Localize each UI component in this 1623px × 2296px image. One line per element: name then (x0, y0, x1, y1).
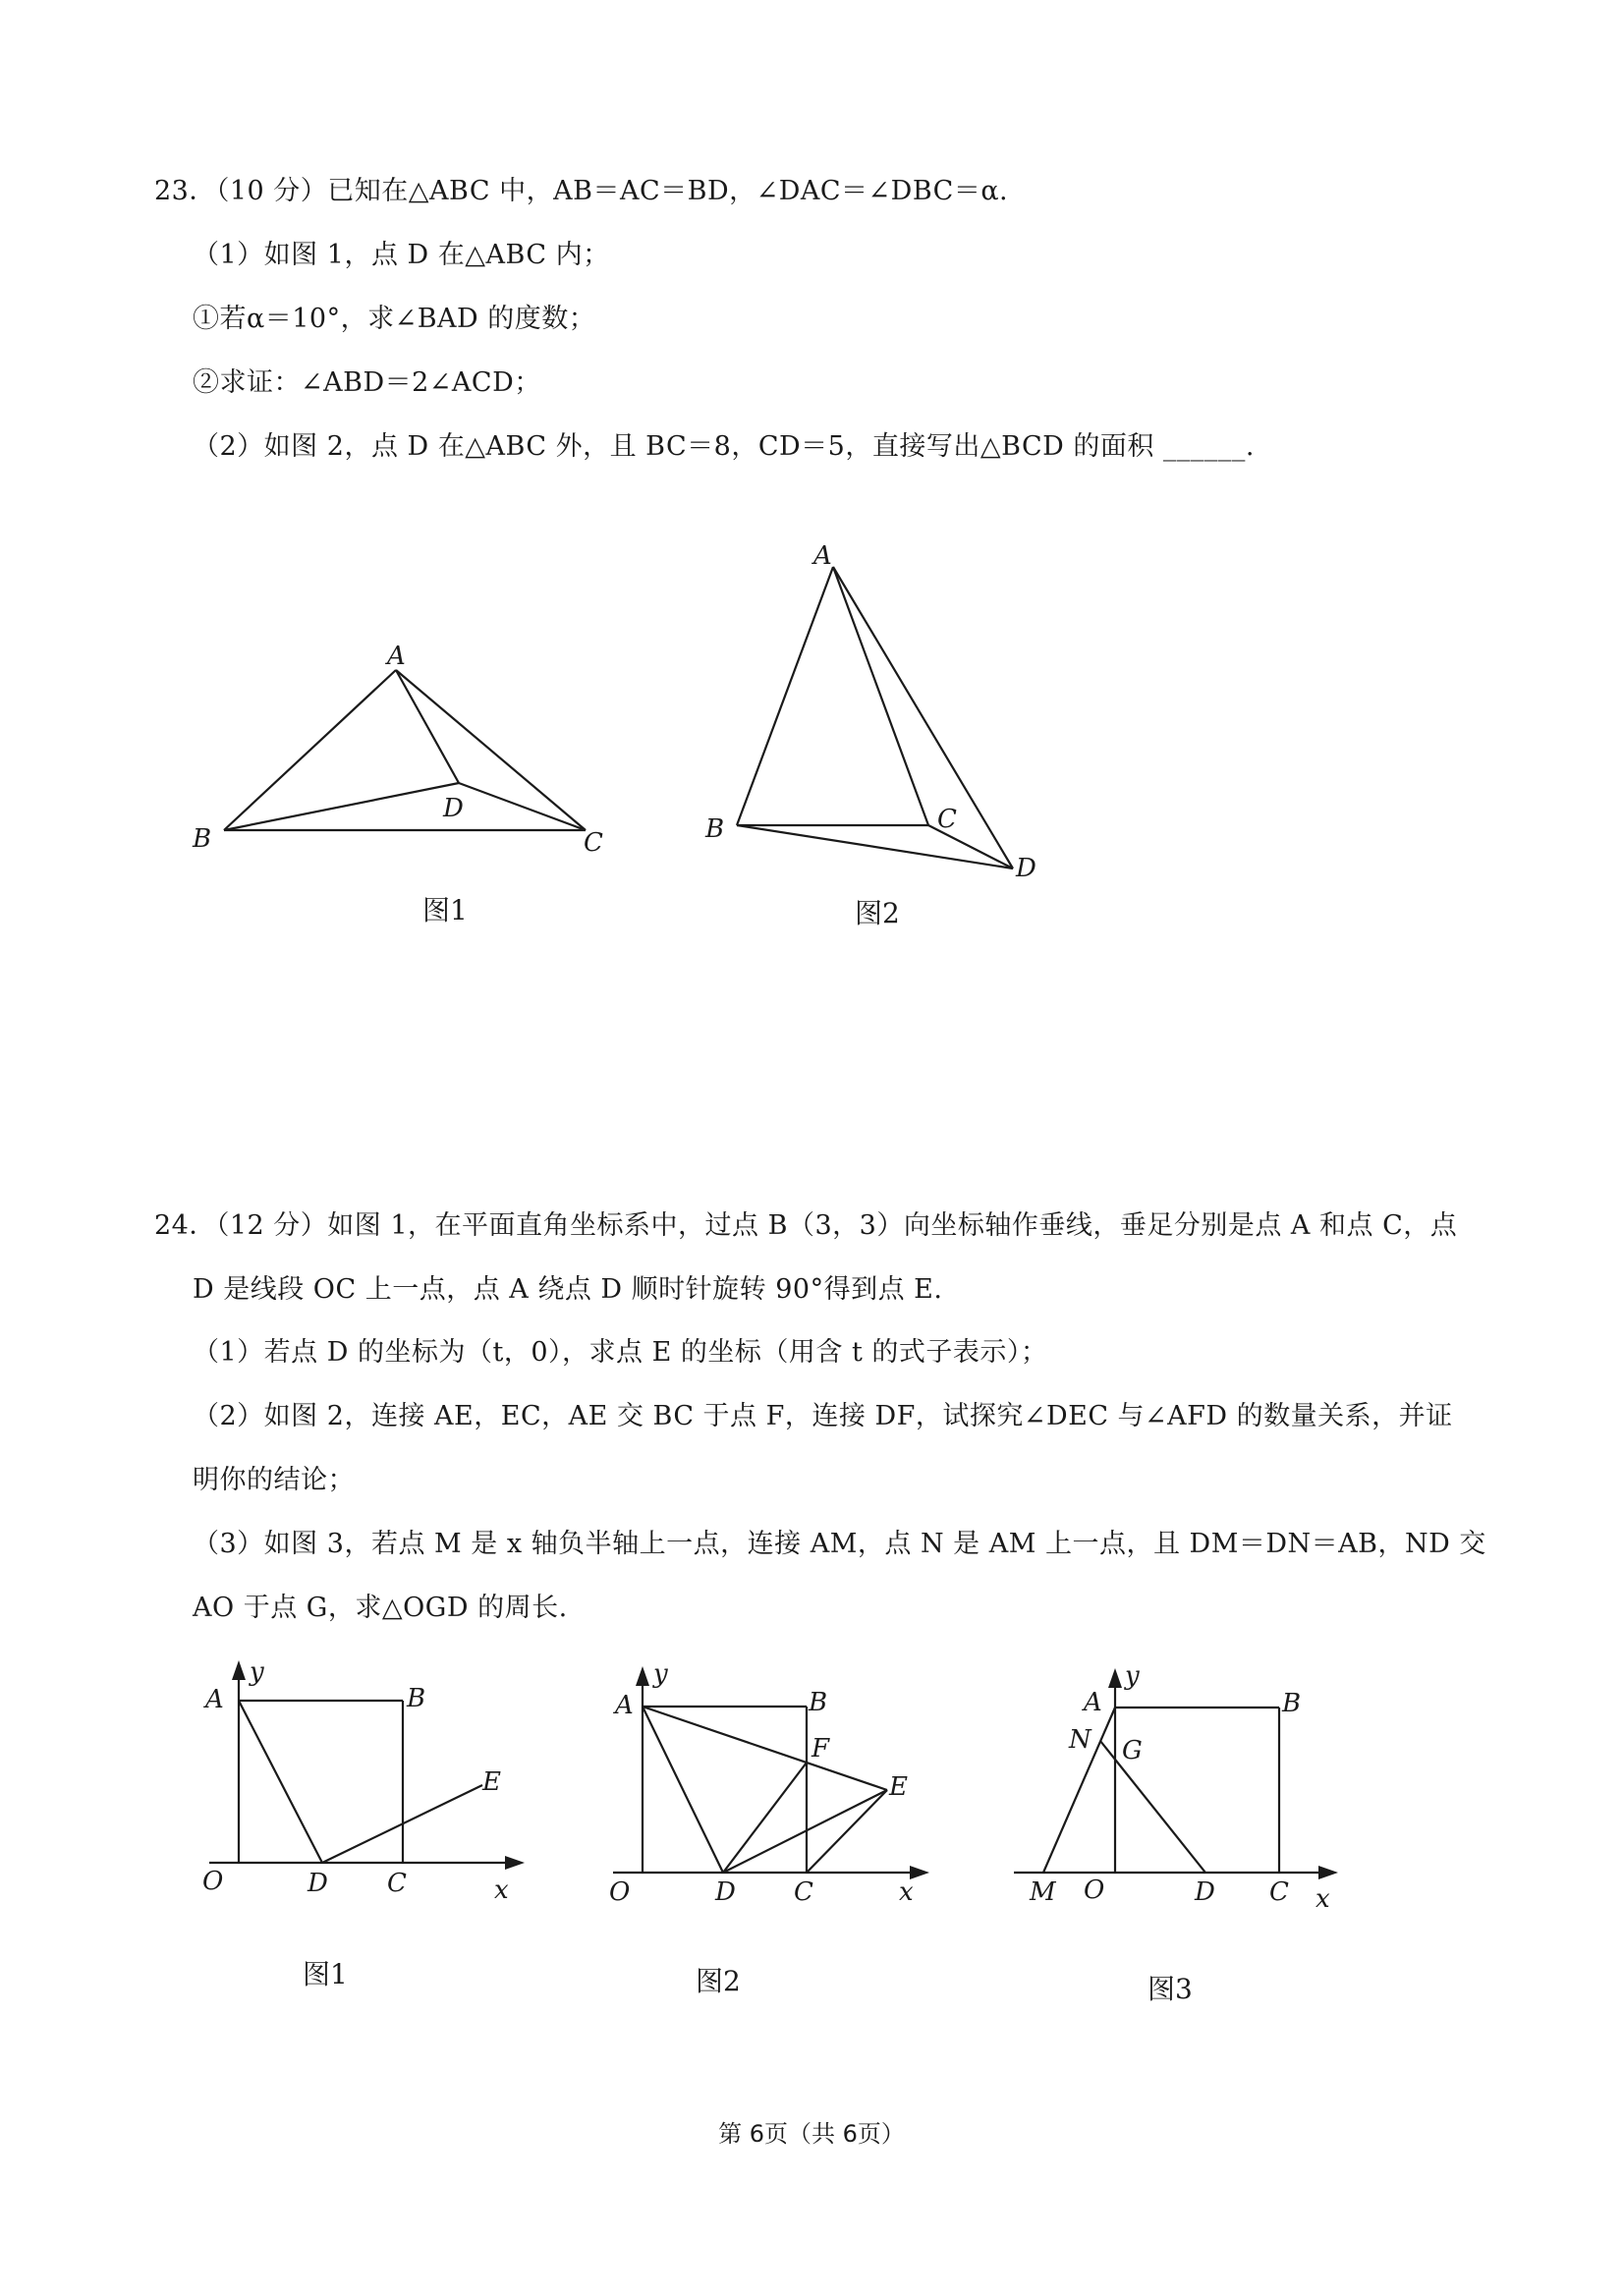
q23-header: 23．（10 分）已知在△ABC 中，AB＝AC＝BD，∠DAC＝∠DBC＝α. (154, 176, 1009, 206)
label-D: D (308, 1869, 328, 1898)
q24-header: 24．（12 分）如图 1，在平面直角坐标系中，过点 B（3，3）向坐标轴作垂线，垂足分别是点 A 和点 C，点 (154, 1210, 1458, 1241)
label-y: y (250, 1657, 264, 1687)
label-B: B (193, 824, 212, 854)
label-E: E (482, 1767, 501, 1797)
label-D: D (1195, 1877, 1215, 1907)
label-O: O (609, 1877, 631, 1906)
label-y: y (1125, 1661, 1140, 1691)
q24-part1: （1）若点 D 的坐标为（t，0），求点 E 的坐标（用含 t 的式子表示）； (193, 1337, 1048, 1368)
q24-part3-cont: AO 于点 G，求△OGD 的周长. (193, 1593, 568, 1623)
label-B: B (705, 814, 725, 844)
label-A: A (1084, 1688, 1102, 1717)
q24-figure-2 (599, 1651, 933, 1906)
q24-figure-1 (192, 1651, 535, 1906)
q23-fig2-caption: 图2 (855, 897, 900, 929)
label-B: B (1282, 1689, 1302, 1718)
label-N: N (1069, 1725, 1091, 1755)
label-F: F (812, 1734, 830, 1764)
label-B: B (809, 1688, 828, 1717)
label-C: C (794, 1877, 813, 1906)
q24-fig3-caption: 图3 (1147, 1973, 1193, 2005)
label-O: O (202, 1867, 224, 1896)
q24-part2-cont: 明你的结论； (193, 1465, 355, 1495)
label-A: A (813, 541, 832, 571)
q24-figure-3 (1007, 1655, 1351, 1911)
q24-header-cont: D 是线段 OC 上一点，点 A 绕点 D 顺时针旋转 90°得到点 E. (193, 1274, 943, 1305)
label-D: D (1016, 854, 1036, 883)
q23-figure-1 (177, 629, 629, 865)
q23-part2: （2）如图 2，点 D 在△ABC 外，且 BC＝8，CD＝5，直接写出△BCD 的面积 ______. (193, 431, 1256, 462)
label-A: A (387, 642, 406, 671)
q23-figure-2 (688, 531, 1061, 894)
label-x: x (899, 1877, 914, 1906)
q23-part1: （1）如图 1，点 D 在△ABC 内； (193, 240, 610, 270)
label-M: M (1030, 1877, 1056, 1907)
label-O: O (1084, 1876, 1105, 1905)
label-x: x (494, 1876, 509, 1905)
q24-part3: （3）如图 3，若点 M 是 x 轴负半轴上一点，连接 AM，点 N 是 AM 上一点，且 DM＝DN＝AB，ND 交 (193, 1529, 1486, 1559)
q23-part1-sub1: ①若α＝10°，求∠BAD 的度数； (193, 304, 596, 334)
label-C: C (387, 1869, 407, 1898)
q23-fig1-caption: 图1 (422, 894, 468, 926)
label-E: E (889, 1772, 908, 1802)
label-B: B (407, 1684, 426, 1713)
label-C: C (1269, 1877, 1289, 1907)
q23-part1-sub2: ②求证：∠ABD＝2∠ACD； (193, 367, 541, 398)
label-G: G (1122, 1736, 1143, 1765)
q24-fig2-caption: 图2 (696, 1965, 741, 1997)
label-D: D (715, 1877, 736, 1906)
label-A: A (615, 1691, 634, 1720)
label-y: y (653, 1659, 668, 1689)
page-footer: 第 6页（共 6页） (718, 2120, 905, 2148)
label-x: x (1315, 1884, 1330, 1911)
q24-fig1-caption: 图1 (303, 1958, 348, 1990)
label-C: C (584, 828, 603, 858)
label-D: D (443, 794, 464, 823)
label-A: A (205, 1685, 224, 1714)
label-C: C (937, 805, 957, 834)
q24-part2: （2）如图 2，连接 AE，EC，AE 交 BC 于点 F，连接 DF，试探究∠DEC 与∠AFD 的数量关系，并证 (193, 1401, 1453, 1431)
